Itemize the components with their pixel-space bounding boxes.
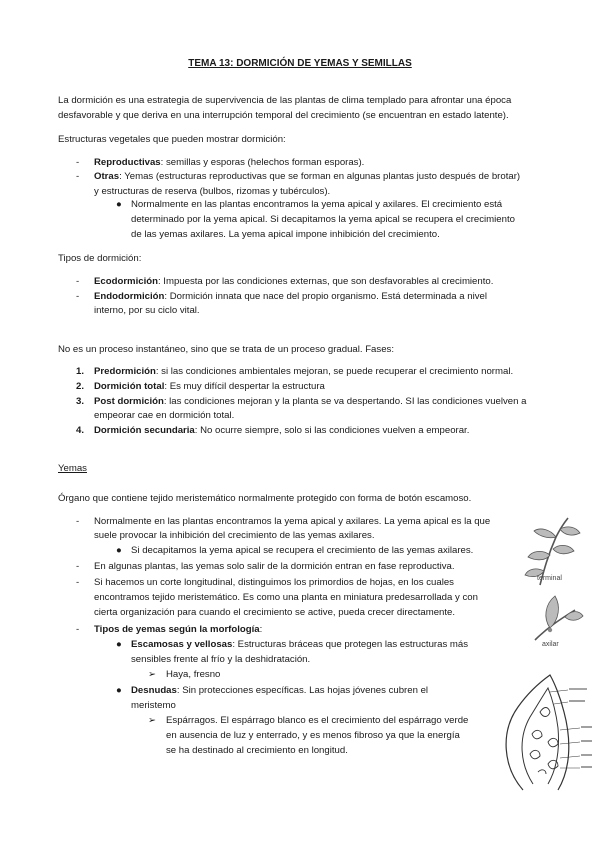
- arrow-bullet: ➢: [148, 715, 157, 726]
- yemas-b4: Tipos de yemas según la morfología:: [94, 624, 263, 635]
- fase-4: Dormición secundaria: No ocurre siempre, solo si las condiciones vuelven a empeorar.: [94, 425, 470, 436]
- dash-bullet: -: [76, 577, 80, 588]
- dash-bullet: -: [76, 561, 80, 572]
- bullet-endodormicion-cont: interno, por su ciclo vital.: [94, 305, 200, 316]
- yemas-b3-line-1: Si hacemos un corte longitudinal, distinguimos los primordios de hojas, en los cuales: [94, 577, 454, 588]
- page-title: TEMA 13: DORMICIÓN DE YEMAS Y SEMILLAS: [188, 58, 412, 69]
- dot-bullet: ●: [116, 685, 122, 696]
- yemas-b3-line-2: encontramos tejido meristemático. Es como una planta en miniatura predesarrollada y con: [94, 592, 478, 603]
- fase-3: Post dormición: las condiciones mejoran y la planta se va despertando. SI las condiciones vuelven a: [94, 396, 527, 407]
- sub-line-2: determinado por la yema apical. Si decapitamos la yema apical se recupera el crecimiento: [131, 214, 515, 225]
- fase-number: 3.: [76, 396, 85, 407]
- dot-bullet: ●: [116, 545, 122, 556]
- yemas-b3-line-3: cierta organización para cuando el crecimiento se active, pueda crecer directamente.: [94, 607, 456, 618]
- intro-line-2: desfavorable y que deriva en una interrupción temporal del crecimiento (se encuentran en estado latente).: [58, 110, 509, 121]
- dash-bullet: -: [76, 276, 80, 287]
- axilar-caption: axilar: [542, 641, 559, 648]
- bud-longitudinal-section-figure: [488, 672, 596, 792]
- dash-bullet: -: [76, 171, 80, 182]
- fase-number: 2.: [76, 381, 85, 392]
- terminal-caption: terminal: [537, 575, 562, 582]
- yemas-b2: En algunas plantas, las yemas solo salir de la dormición entran en fase reproductiva.: [94, 561, 455, 572]
- intro-line-1: La dormición es una estrategia de supervivencia de las plantas de clima templado para afrontar una época: [58, 95, 512, 106]
- fase-3-cont: empeorar cae en dormición total.: [94, 410, 235, 421]
- dash-bullet: -: [76, 157, 80, 168]
- dash-bullet: -: [76, 624, 80, 635]
- escamosas-example: Haya, fresno: [166, 669, 221, 680]
- fase-number: 4.: [76, 425, 85, 436]
- bullet-reproductivas: Reproductivas: semillas y esporas (helechos forman esporas).: [94, 157, 365, 168]
- tipos-heading: Tipos de dormición:: [58, 253, 142, 264]
- dash-bullet: -: [76, 516, 80, 527]
- fase-2: Dormición total: Es muy difícil despertar la estructura: [94, 381, 325, 392]
- yemas-b1-line-1: Normalmente en las plantas encontramos la yema apical y axilares. La yema apical es la que: [94, 516, 491, 527]
- desnudas-example-3: se ha destinado al crecimiento en longitud.: [166, 745, 348, 756]
- arrow-bullet: ➢: [148, 669, 157, 680]
- yemas-heading: Yemas: [58, 463, 87, 474]
- desnudas-example-1: Espárragos. El espárrago blanco es el crecimiento del espárrago verde: [166, 715, 469, 726]
- escamosas-line-2: sensibles frente al frío y la deshidratación.: [131, 654, 311, 665]
- desnudas-line-1: Desnudas: Sin protecciones específicas. Las hojas jóvenes cubren el: [131, 685, 429, 696]
- yemas-b1-sub: Si decapitamos la yema apical se recupera el crecimiento de las yemas axilares.: [131, 545, 474, 556]
- axilar-bud-figure: [525, 590, 585, 645]
- yemas-b1-line-2: suele provocar la inhibición del crecimiento de las yemas axilares.: [94, 530, 375, 541]
- fase-number: 1.: [76, 366, 85, 377]
- bullet-ecodormicion: Ecodormición: Impuesta por las condiciones externas, que son desfavorables al crecimiento.: [94, 276, 494, 287]
- fases-intro: No es un proceso instantáneo, sino que se trata de un proceso gradual. Fases:: [58, 344, 394, 355]
- bullet-otras-cont: y estructuras de reserva (bulbos, rizomas y tubérculos).: [94, 186, 331, 197]
- sub-line-1: Normalmente en las plantas encontramos la yema apical y axilares. El crecimiento está: [131, 199, 503, 210]
- desnudas-example-2: en ausencia de luz y enterrado, y es menos fibroso ya que la energía: [166, 730, 460, 741]
- fase-1: Predormición: si las condiciones ambientales mejoran, se puede recuperar el crecimiento normal.: [94, 366, 514, 377]
- sub-line-3: de las yemas axilares. La yema apical impone inhibición del crecimiento.: [131, 229, 440, 240]
- bullet-endodormicion: Endodormición: Dormición innata que nace del propio organismo. Está determinada a nivel: [94, 291, 488, 302]
- escamosas-line-1: Escamosas y vellosas: Estructuras bráceas que protegen las estructuras más: [131, 639, 469, 650]
- dash-bullet: -: [76, 291, 80, 302]
- bullet-otras: Otras: Yemas (estructuras reproductivas que se forman en algunas plantas justo después de brotar): [94, 171, 521, 182]
- yemas-definition: Órgano que contiene tejido meristemático normalmente protegido con forma de botón escamoso.: [58, 493, 472, 504]
- estructuras-heading: Estructuras vegetales que pueden mostrar dormición:: [58, 134, 286, 145]
- dot-bullet: ●: [116, 639, 122, 650]
- dot-bullet: ●: [116, 199, 122, 210]
- desnudas-line-2: meristemo: [131, 700, 176, 711]
